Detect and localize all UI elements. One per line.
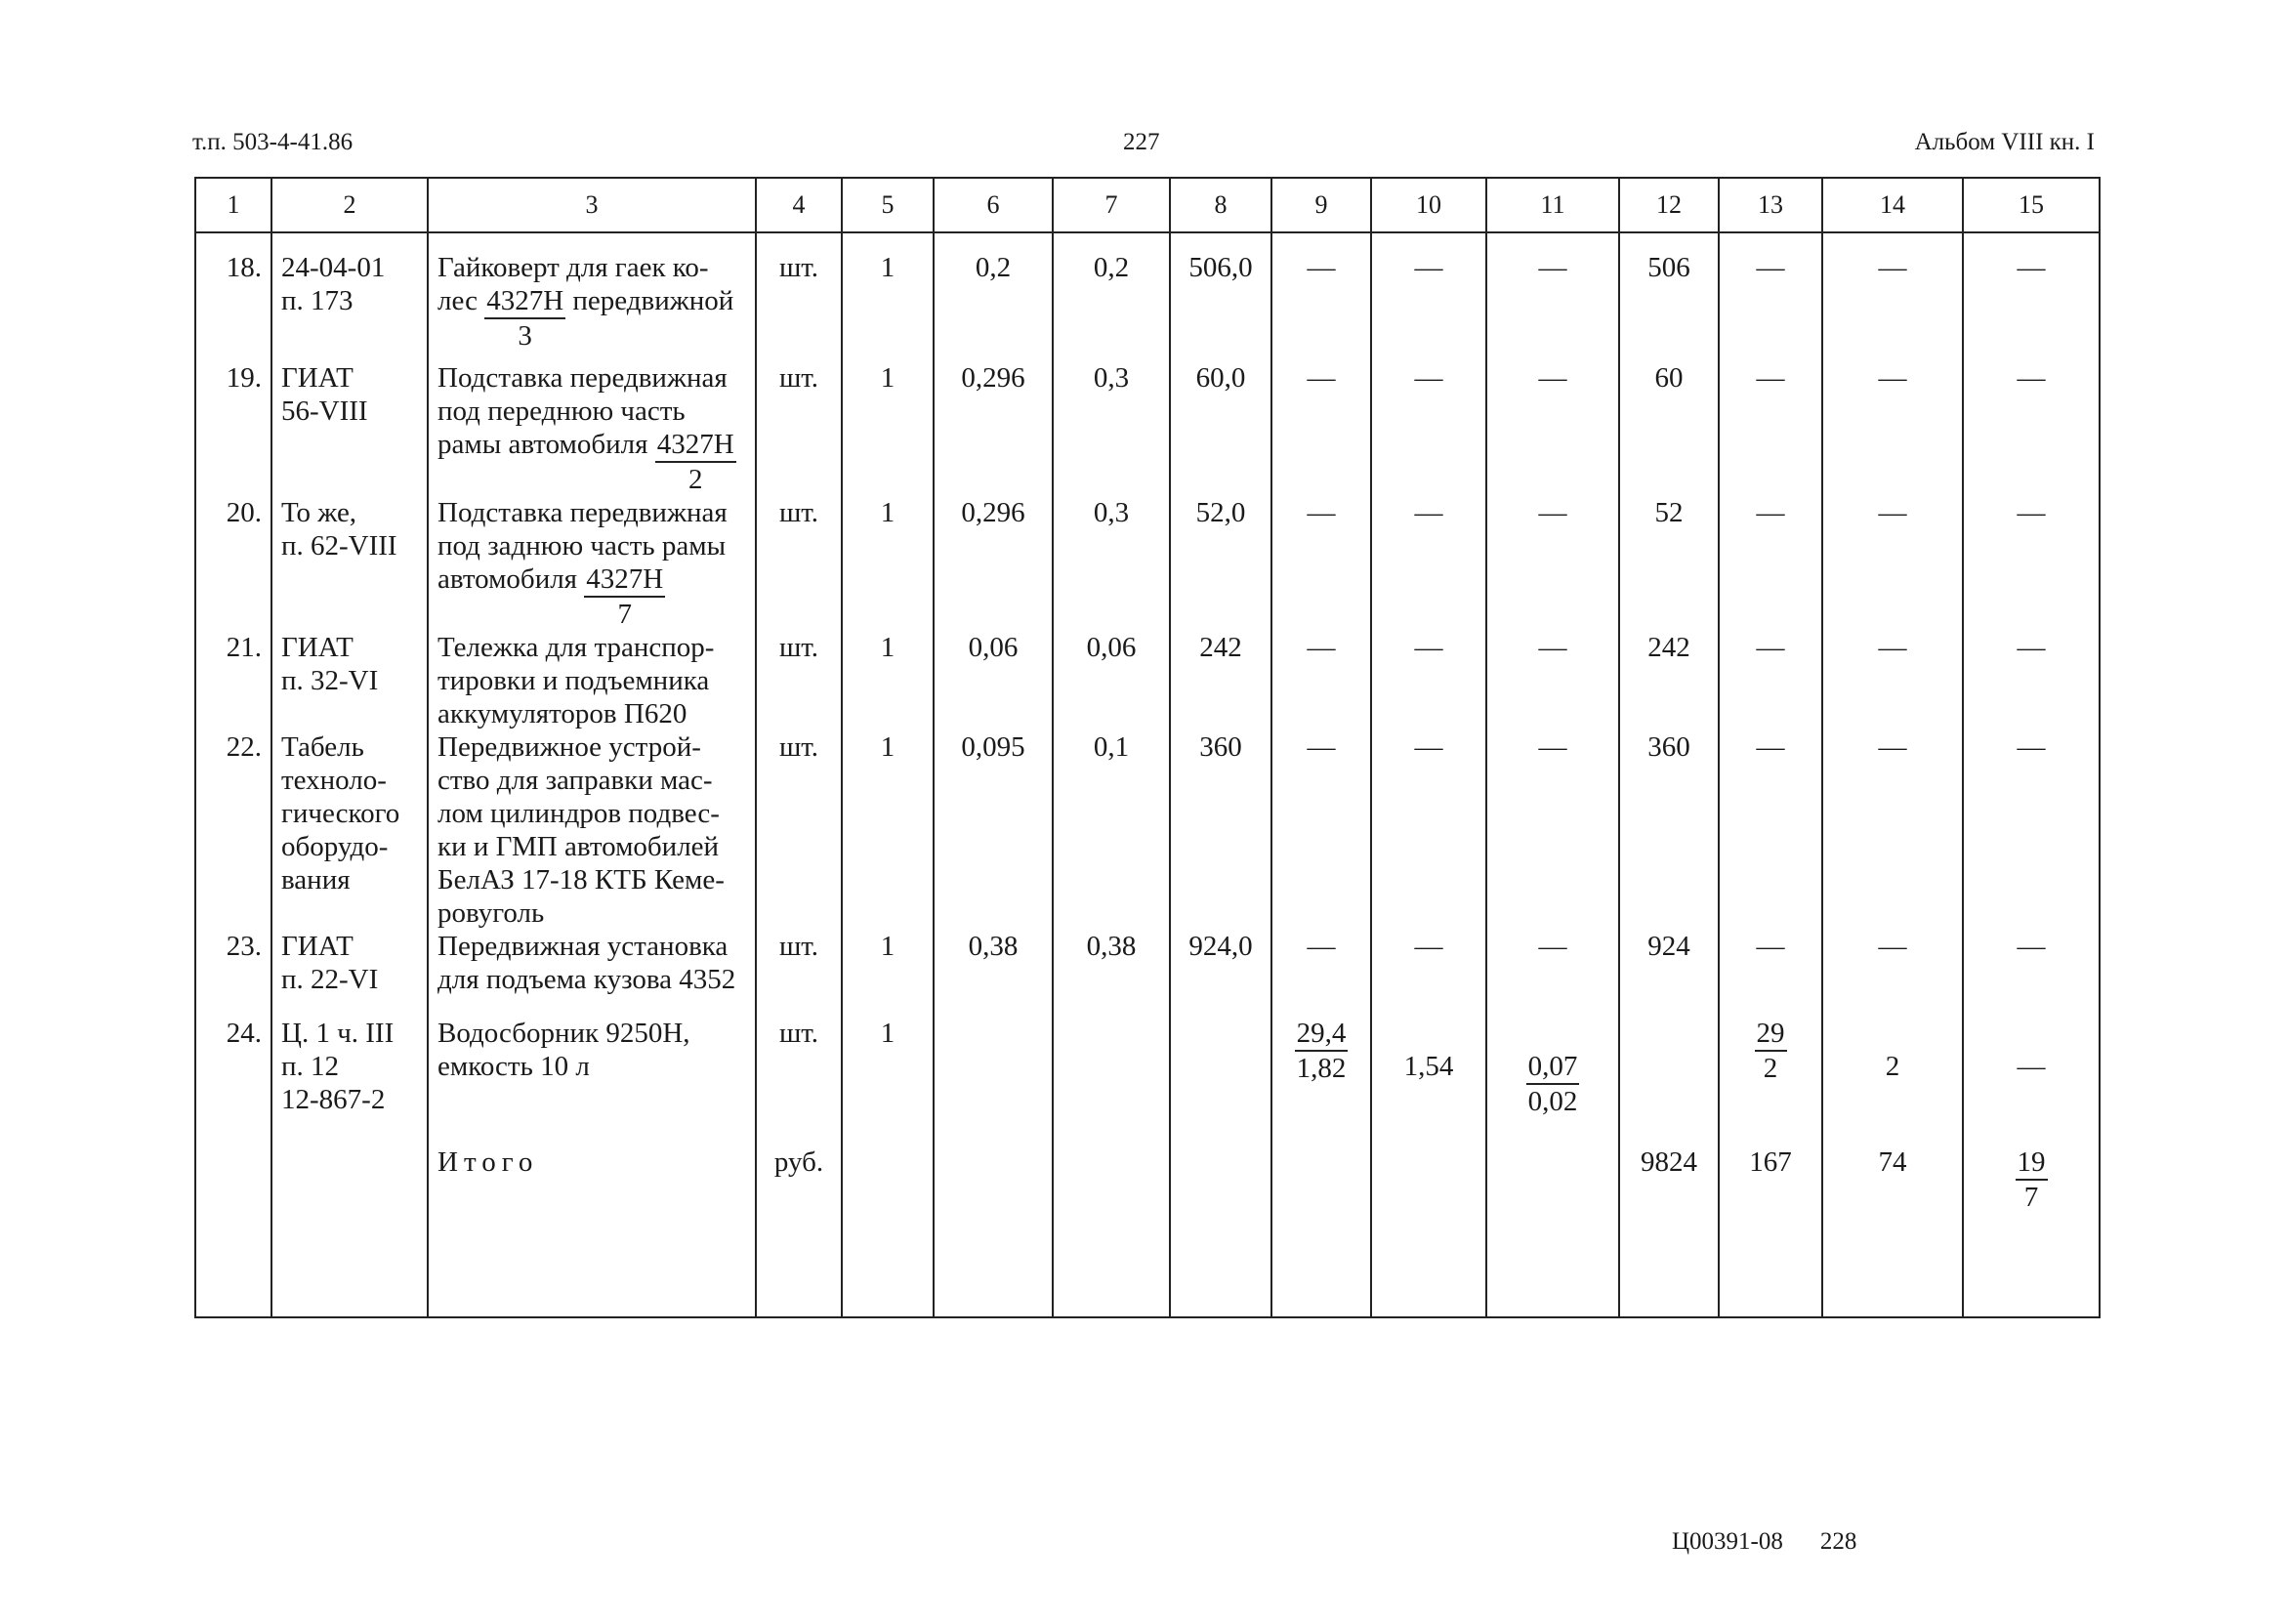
value-fraction-denominator: 7: [2023, 1182, 2039, 1213]
column-header-9: 9: [1271, 178, 1371, 232]
equipment-name: Подставка передвижная под переднюю часть рамы автомобиля $\frac{4327Н}{2}$: [428, 361, 756, 496]
unit-cell: руб.: [756, 1145, 842, 1317]
unit-cell: шт.: [756, 496, 842, 631]
value-cell-6: 0,38: [934, 930, 1053, 1017]
value-cell-8: 924,0: [1170, 930, 1271, 1017]
unit-cell: шт.: [756, 361, 842, 496]
value-cell-2: [271, 1145, 428, 1317]
model-fraction-numerator: 4327Н: [655, 428, 736, 463]
value-cell-13: —: [1719, 232, 1822, 361]
value-fraction: [1755, 1017, 1787, 1085]
value-cell-13: —: [1719, 361, 1822, 496]
footer-page: 228: [1819, 1528, 1857, 1555]
value-cell-7: 0,38: [1053, 930, 1170, 1017]
value-cell-12: 360: [1619, 730, 1719, 930]
row-number: 24.: [195, 1017, 271, 1145]
value-fraction-denominator: 0,02: [1527, 1086, 1578, 1117]
unit-cell: шт.: [756, 730, 842, 930]
value-cell-7: [1053, 1145, 1170, 1317]
reference-cell: ГИАТ 56-VIII: [271, 361, 428, 496]
reference-cell: То же, п. 62-VIII: [271, 496, 428, 631]
value-cell-5: 1: [842, 232, 934, 361]
value-cell-10: 1,54: [1371, 1017, 1486, 1145]
equipment-name: Водосборник 9250Н, емкость 10 л: [428, 1017, 756, 1145]
value-cell-1: [195, 1145, 271, 1317]
value-cell-8: 506,0: [1170, 232, 1271, 361]
reference-cell: Ц. 1 ч. III п. 12 12-867-2: [271, 1017, 428, 1145]
column-header-2: 2: [271, 178, 428, 232]
equipment-table: [194, 177, 2101, 1318]
value-cell-15: [1963, 1145, 2100, 1317]
table-row: [195, 631, 2100, 730]
reference-cell: ГИАТ п. 22-VI: [271, 930, 428, 1017]
value-cell-9: —: [1271, 361, 1371, 496]
value-cell-10: —: [1371, 930, 1486, 1017]
value-cell-12: 52: [1619, 496, 1719, 631]
value-cell-15: —: [1963, 496, 2100, 631]
value-cell-7: 0,3: [1053, 496, 1170, 631]
value-cell-15: —: [1963, 930, 2100, 1017]
reference-cell: Табель техноло- гического оборудо- вания: [271, 730, 428, 930]
value-cell-6: [934, 1017, 1053, 1145]
column-header-12: 12: [1619, 178, 1719, 232]
value-cell-9: [1271, 1017, 1371, 1145]
value-cell-9: [1271, 1145, 1371, 1317]
value-cell-6: 0,296: [934, 496, 1053, 631]
value-cell-15: —: [1963, 232, 2100, 361]
unit-cell: шт.: [756, 930, 842, 1017]
value-cell-13: —: [1719, 631, 1822, 730]
value-cell-14: —: [1822, 496, 1963, 631]
value-cell-7: [1053, 1017, 1170, 1145]
equipment-name: Передвижная установка для подъема кузова 4352: [428, 930, 756, 1017]
model-fraction: [484, 284, 565, 353]
value-cell-5: 1: [842, 631, 934, 730]
value-cell-11: [1486, 1017, 1619, 1145]
model-fraction-numerator: 4327Н: [584, 562, 665, 598]
model-fraction-denominator: 2: [687, 464, 703, 495]
equipment-name: Подставка передвижная под заднюю часть рамы автомобиля $\frac{4327Н}{7}$: [428, 496, 756, 631]
value-cell-7: 0,3: [1053, 361, 1170, 496]
model-fraction-denominator: 3: [518, 320, 532, 352]
value-cell-12: 506: [1619, 232, 1719, 361]
value-fraction-denominator: 1,82: [1296, 1053, 1347, 1084]
value-cell-11: —: [1486, 496, 1619, 631]
column-header-10: 10: [1371, 178, 1486, 232]
value-cell-6: [934, 1145, 1053, 1317]
row-number: 18.: [195, 232, 271, 361]
total-row: [195, 1145, 2100, 1317]
model-fraction-denominator: 7: [617, 599, 632, 630]
column-header-5: 5: [842, 178, 934, 232]
row-number: 20.: [195, 496, 271, 631]
value-cell-14: —: [1822, 232, 1963, 361]
column-header-3: 3: [428, 178, 756, 232]
table-row: [195, 930, 2100, 1017]
value-cell-9: —: [1271, 496, 1371, 631]
value-cell-13: —: [1719, 496, 1822, 631]
equipment-name: Тележка для транспор- тировки и подъемника аккумуляторов П620: [428, 631, 756, 730]
value-fraction-numerator: 29,4: [1295, 1017, 1349, 1052]
reference-cell: 24-04-01 п. 173: [271, 232, 428, 361]
value-cell-5: 1: [842, 1017, 934, 1145]
footer: [1672, 1528, 1894, 1556]
value-cell-12: 60: [1619, 361, 1719, 496]
value-cell-15: —: [1963, 730, 2100, 930]
column-number-row: [195, 178, 2100, 232]
footer-code: Ц00391-08: [1672, 1528, 1783, 1555]
value-fraction: [1295, 1017, 1349, 1085]
column-header-1: 1: [195, 178, 271, 232]
column-header-15: 15: [1963, 178, 2100, 232]
value-cell-10: —: [1371, 631, 1486, 730]
value-cell-5: 1: [842, 496, 934, 631]
value-cell-12: 242: [1619, 631, 1719, 730]
value-cell-10: [1371, 1145, 1486, 1317]
value-cell-14: —: [1822, 730, 1963, 930]
value-cell-11: —: [1486, 930, 1619, 1017]
column-header-8: 8: [1170, 178, 1271, 232]
page-number: 227: [1123, 129, 1160, 155]
value-fraction-numerator: 19: [2016, 1145, 2048, 1181]
value-cell-9: —: [1271, 631, 1371, 730]
column-header-6: 6: [934, 178, 1053, 232]
value-cell-14: 74: [1822, 1145, 1963, 1317]
value-cell-10: —: [1371, 232, 1486, 361]
total-label: Итого: [428, 1145, 756, 1317]
value-cell-11: —: [1486, 730, 1619, 930]
value-cell-8: [1170, 1145, 1271, 1317]
value-cell-10: —: [1371, 730, 1486, 930]
value-cell-5: 1: [842, 930, 934, 1017]
column-header-7: 7: [1053, 178, 1170, 232]
column-header-11: 11: [1486, 178, 1619, 232]
value-cell-11: —: [1486, 361, 1619, 496]
model-fraction: [584, 562, 665, 631]
reference-cell: ГИАТ п. 32-VI: [271, 631, 428, 730]
value-fraction-numerator: 0,07: [1526, 1050, 1580, 1085]
value-cell-14: —: [1822, 930, 1963, 1017]
table-row: [195, 496, 2100, 631]
value-cell-12: [1619, 1017, 1719, 1145]
value-cell-8: 52,0: [1170, 496, 1271, 631]
value-cell-15: —: [1963, 1017, 2100, 1145]
model-fraction: [655, 428, 736, 496]
value-cell-13: —: [1719, 730, 1822, 930]
column-header-4: 4: [756, 178, 842, 232]
unit-cell: шт.: [756, 631, 842, 730]
value-cell-6: 0,2: [934, 232, 1053, 361]
value-cell-7: 0,1: [1053, 730, 1170, 930]
value-cell-7: 0,06: [1053, 631, 1170, 730]
value-cell-7: 0,2: [1053, 232, 1170, 361]
value-cell-15: —: [1963, 631, 2100, 730]
value-cell-14: 2: [1822, 1017, 1963, 1145]
value-fraction-numerator: 29: [1755, 1017, 1787, 1052]
value-cell-6: 0,06: [934, 631, 1053, 730]
value-cell-14: —: [1822, 361, 1963, 496]
value-cell-11: —: [1486, 232, 1619, 361]
value-cell-11: —: [1486, 631, 1619, 730]
row-number: 21.: [195, 631, 271, 730]
table-row: [195, 730, 2100, 930]
value-cell-8: 242: [1170, 631, 1271, 730]
row-number: 19.: [195, 361, 271, 496]
value-cell-13: —: [1719, 930, 1822, 1017]
column-header-13: 13: [1719, 178, 1822, 232]
value-cell-5: [842, 1145, 934, 1317]
value-fraction: [1526, 1050, 1580, 1118]
model-fraction-numerator: 4327Н: [484, 284, 565, 319]
value-cell-10: —: [1371, 361, 1486, 496]
value-cell-8: 360: [1170, 730, 1271, 930]
equipment-name: Гайковерт для гаек ко- лес $\frac{4327Н}{3}$ передвижной: [428, 232, 756, 361]
value-fraction: [2016, 1145, 2048, 1214]
value-cell-5: 1: [842, 730, 934, 930]
value-fraction-denominator: 2: [1763, 1053, 1778, 1084]
table-row: [195, 1017, 2100, 1145]
value-cell-8: 60,0: [1170, 361, 1271, 496]
unit-cell: шт.: [756, 232, 842, 361]
value-cell-8: [1170, 1017, 1271, 1145]
value-cell-10: —: [1371, 496, 1486, 631]
value-cell-9: —: [1271, 730, 1371, 930]
value-cell-15: —: [1963, 361, 2100, 496]
value-cell-11: [1486, 1145, 1619, 1317]
column-header-14: 14: [1822, 178, 1963, 232]
doc-code: т.п. 503-4-41.86: [192, 129, 354, 155]
value-cell-6: 0,296: [934, 361, 1053, 496]
row-number: 22.: [195, 730, 271, 930]
value-cell-6: 0,095: [934, 730, 1053, 930]
value-cell-14: —: [1822, 631, 1963, 730]
equipment-name: Передвижное устрой- ство для заправки мас- лом цилиндров подвес- ки и ГМП автомобилей БелАЗ 17-18 КТБ Кеме- ровуголь: [428, 730, 756, 930]
value-cell-12: 924: [1619, 930, 1719, 1017]
value-cell-9: —: [1271, 232, 1371, 361]
unit-cell: шт.: [756, 1017, 842, 1145]
value-cell-12: 9824: [1619, 1145, 1719, 1317]
value-cell-13: [1719, 1017, 1822, 1145]
album-label: Альбом VIII кн. I: [1914, 129, 2095, 155]
value-cell-13: 167: [1719, 1145, 1822, 1317]
table-row: [195, 232, 2100, 361]
row-number: 23.: [195, 930, 271, 1017]
value-cell-5: 1: [842, 361, 934, 496]
table-row: [195, 361, 2100, 496]
value-cell-9: —: [1271, 930, 1371, 1017]
